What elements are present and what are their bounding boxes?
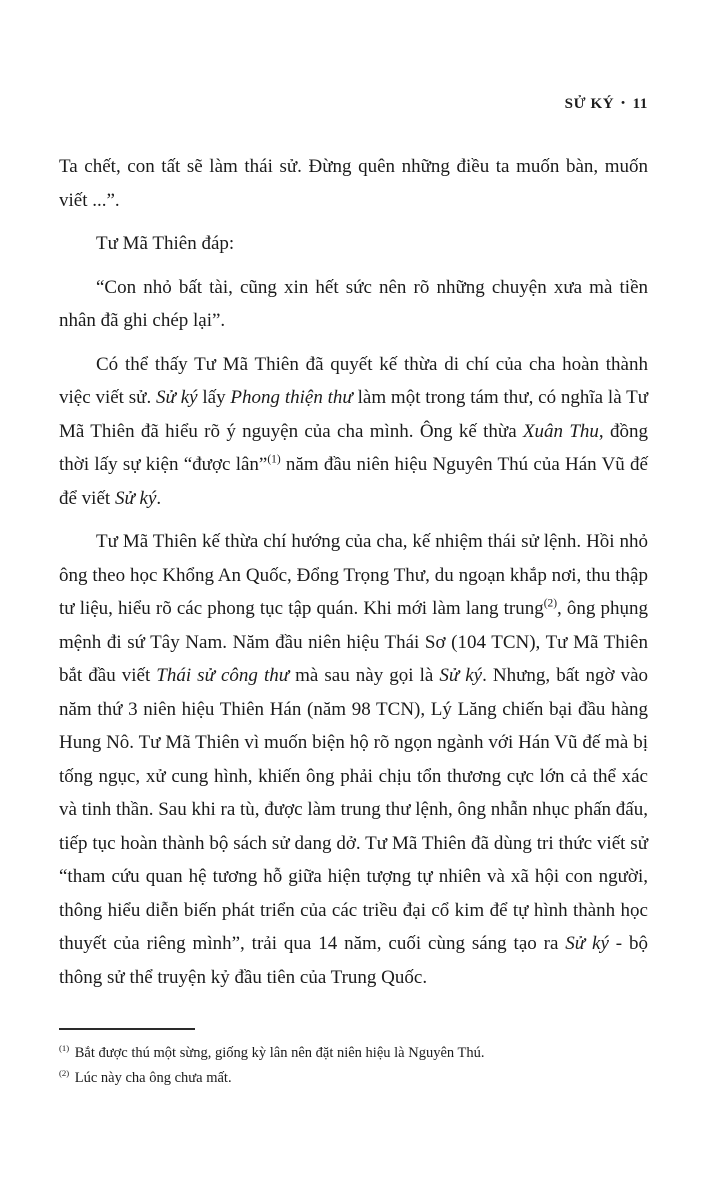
text-run: , đồng thời lấy sự kiện “được lân” — [59, 420, 648, 475]
body-text — [59, 150, 648, 1004]
paragraph — [59, 227, 648, 261]
text-run: Ta chết, con tất sẽ làm thái sử. Đừng quên những điều ta muốn bàn, muốn viết ...”. — [59, 156, 648, 211]
running-header — [565, 96, 648, 113]
footnote — [59, 1041, 648, 1066]
footnote-reference: (2) — [543, 597, 558, 610]
footnote-text: Bắt được thú một sừng, giống kỳ lân nên đặt niên hiệu là Nguyên Thú. — [71, 1045, 485, 1061]
italic-title: Phong thiện thư — [230, 387, 353, 408]
paragraph — [59, 271, 648, 338]
text-run: làm một trong tám thư, có nghĩa là Tư Mã Thiên đã hiểu rõ ý nguyện của cha mình. Ông kế thừa — [59, 387, 649, 442]
paragraph — [59, 348, 648, 516]
book-title: SỬ KÝ — [564, 96, 615, 112]
footnote — [59, 1066, 648, 1091]
text-run: lấy — [197, 387, 231, 408]
text-run: “Con nhỏ bất tài, cũng xin hết sức nên rõ những chuyện xưa mà tiền nhân đã ghi chép lại”. — [59, 276, 648, 331]
footnote-text: Lúc này cha ông chưa mất. — [71, 1070, 232, 1086]
text-run: , ông phụng mệnh đi sứ Tây Nam. Năm đầu niên hiệu Thái Sơ (104 TCN), Tư Mã Thiên bắt đầu viết — [59, 598, 649, 686]
text-run: Tư Mã Thiên kế thừa chí hướng của cha, kế nhiệm thái sử lệnh. Hồi nhỏ ông theo học Khổng An Quốc, Đổng Trọng Thư, du ngoạn khắp nơi, thu thập tư liệu, hiểu rõ các phong tục tập quán. Khi mới làm lang trung — [59, 531, 648, 619]
footnote-marker: (2) — [59, 1068, 70, 1079]
footnote-reference: (1) — [267, 453, 281, 466]
header-separator-dot: • — [621, 97, 626, 109]
text-run: . Nhưng, bất ngờ vào năm thứ 3 niên hiệu Thiên Hán (năm 98 TCN), Lý Lăng chiến bại đầu hàng Hung Nô. Tư Mã Thiên vì muốn biện hộ rõ ngọn ngành với Hán Vũ đế mà bị tống ngục, xử cung hình, khiến ông phải chịu tổn thương cực lớn cả thể xác và tinh thần. Sau khi ra tù, được làm trung thư lệnh, ông nhẫn nhục phấn đấu, tiếp tục hoàn thành bộ sách sử dang dở. Tư Mã Thiên đã dùng tri thức viết sử “tham cứu quan hệ tương hỗ giữa hiện tượng tự nhiên và xã hội con người, thông hiểu diễn biến phát triển của các triều đại cổ kim để tự hình thành học thuyết của riêng mình”, trải qua 14 năm, cuối cùng sáng tạo ra — [59, 665, 648, 954]
text-run: năm đầu niên hiệu Nguyên Thú của Hán Vũ đế để viết — [59, 454, 648, 509]
page-number: 11 — [632, 96, 648, 112]
paragraph — [59, 525, 648, 994]
footnote-divider — [59, 1028, 195, 1030]
text-run: Tư Mã Thiên đáp: — [96, 233, 235, 254]
italic-title: Sử ký — [565, 933, 609, 954]
italic-title: Sử ký — [114, 487, 157, 509]
italic-title: Sử ký — [156, 387, 198, 408]
paragraph — [59, 150, 648, 217]
text-run: mà sau này gọi là — [289, 665, 440, 686]
footnote-area — [59, 1028, 648, 1091]
text-run: . — [156, 487, 162, 509]
italic-title: Xuân Thu — [522, 420, 599, 442]
text-run: Có thể thấy Tư Mã Thiên đã quyết kế thừa di chí của cha hoàn thành việc viết sử. — [59, 353, 648, 408]
text-run: - bộ thông sử thể truyện kỷ đầu tiên của Trung Quốc. — [59, 933, 649, 988]
italic-title: Sử ký — [439, 665, 483, 686]
footnote-list — [59, 1041, 648, 1091]
footnote-marker: (1) — [59, 1043, 70, 1054]
italic-title: Thái sử công thư — [156, 665, 290, 686]
